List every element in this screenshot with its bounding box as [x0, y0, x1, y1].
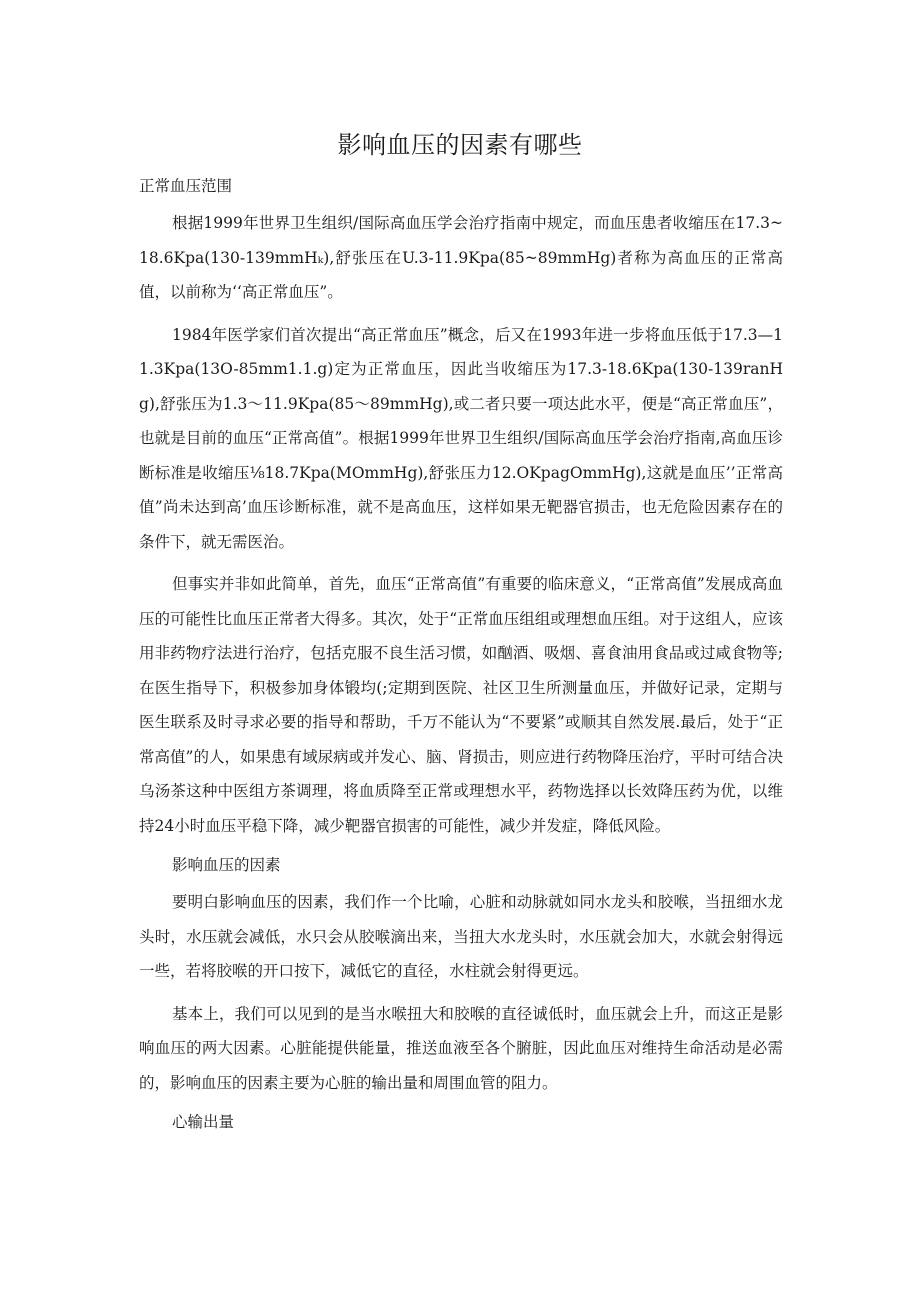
section-normal-bp-range	[139, 172, 783, 843]
paragraph: 根据1999年世界卫生组织/国际高血压学会治疗指南中规定，而血压患者收缩压在17.3~18.6Kpa(130-139mmHₖ),舒张压在U.3-11.9Kpa(85~89mmHg)者称为高血压的正常高值，以前称为‘‘高正常血压”。	[139, 214, 783, 301]
section-heading: 心输出量	[172, 1113, 235, 1131]
paragraph: 1984年医学家们首次提出“高正常血压”概念，后又在1993年进一步将血压低于17.3—11.3Kpa(13O-85mm1.1.g)定为正常血压，因此当收缩压为17.3-18.6Kpa(130-139ranHg),舒张压为1.3～11.9Kpa(85～89mmHg),或二者只要一项达此水平，便是“高正常血压”，也就是目前的血压“正常高值”。根据1999年世界卫生组织/国际高血压学会治疗指南,高血压诊断标准是收缩压⅛18.7Kpa(MOmmHg),舒张压力12.OKpagOmmHg),这就是血压’’正常高值”尚未达到高’血压诊断标准，就不是高血压，这样如果无靶器官损击，也无危险因素存在的条件下，就无需医治。	[139, 325, 784, 551]
paragraph: 基本上，我们可以见到的是当水喉扭大和胶喉的直径诚低时，血压就会上升，而这正是影响血压的两大因素。心脏能提供能量，推送血液至各个腑脏，因此血压对维持生命活动是必需的，影响血压的因素主要为心脏的输出量和周围血管的阻力。	[139, 1004, 783, 1092]
paragraph: 但事实并非如此简单，首先，血压“正常高值”有重要的临床意义，“正常高值”发展成高血压的可能性比血压正常者大得多。其次，处于“正常血压组组或理想血压组。对于这组人，应该用非药物疗法进行治疗，包括克服不良生活习惯，如酗酒、吸烟、喜食油用食品或过咸食物等;在医生指导下，积极参加身体锻均(;定期到医院、社区卫生所测量血压，并做好记录，定期与医生联系及时寻求必要的指导和帮助，千万不能认为“不要紧”或顺其自然发展.最后，处于“正常高值”的人，如果患有域尿病或并发心、脑、肾损击，则应进行药物降压治疗，平时可结合决乌汤茶这种中医组方茶调理，将血质降至正常或理想水平，药物选择以长效降压药为优，以维持24小时血压平稳下降，减少靶器官损害的可能性，减少并发症，降低风险。	[139, 575, 783, 835]
section-cardiac-output	[139, 1108, 783, 1136]
section-heading: 影响血压的因素	[172, 856, 281, 874]
section-bp-factors	[139, 851, 783, 1100]
document-title: 影响血压的因素有哪些	[337, 131, 583, 159]
document-body	[139, 172, 783, 1142]
section-heading: 正常血压范围	[139, 177, 233, 195]
paragraph: 要明白影响血压的因素，我们作一个比喻，心脏和动脉就如同水龙头和胶喉，当扭细水龙头时，水压就会减低，水只会从胶喉滴出来，当扭大水龙头时，水压就会加大，水就会射得远一些，若将胶喉的开口按下，减低它的直径，水柱就会射得更远。	[139, 893, 783, 980]
